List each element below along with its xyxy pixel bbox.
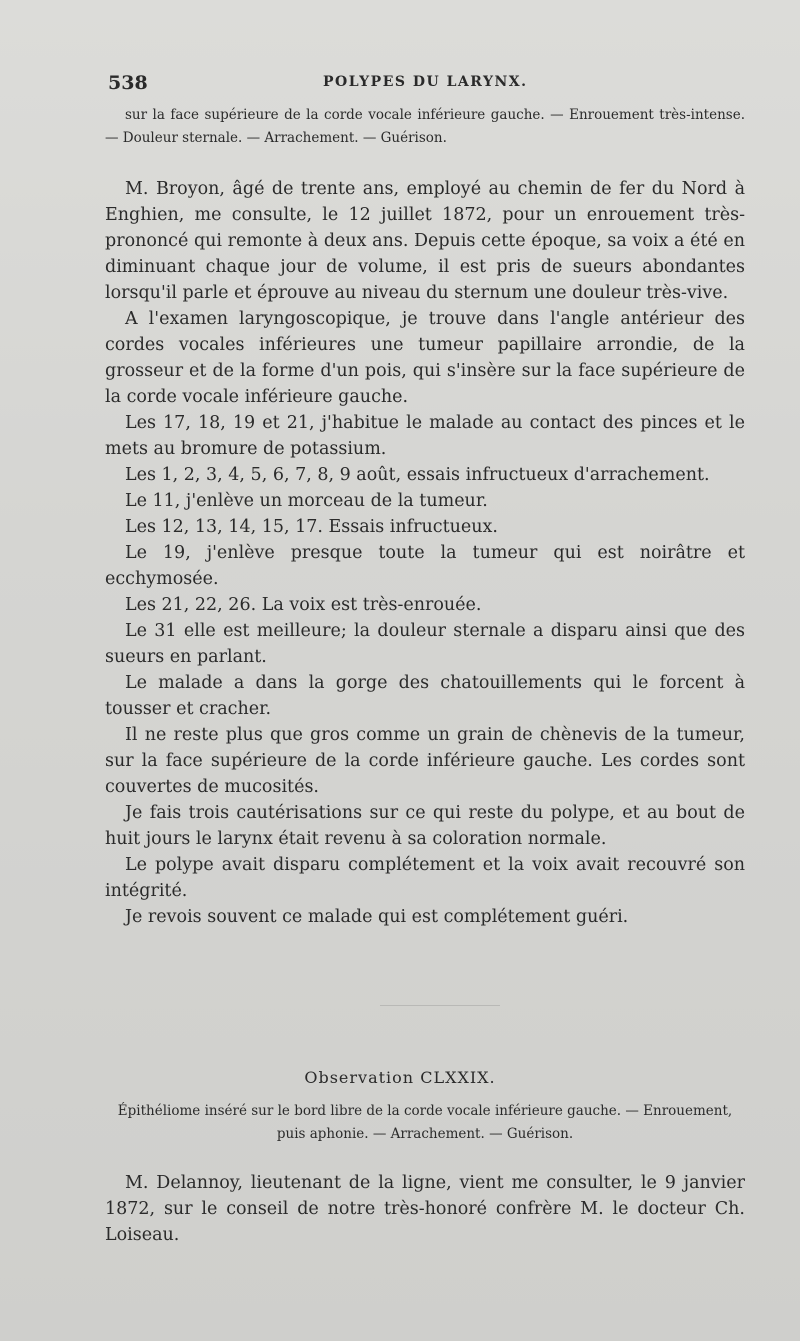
page-number: 538	[108, 72, 148, 94]
paragraph: Le 31 elle est meilleure; la douleur sternale a disparu ainsi que des sueurs en parlant.	[105, 621, 745, 667]
continued-summary-block	[105, 104, 745, 150]
running-title: POLYPES DU LARYNX.	[323, 74, 528, 90]
paragraph: Les 12, 13, 14, 15, 17. Essais infructueux.	[125, 517, 498, 537]
observation-text	[105, 1170, 745, 1248]
paragraph: Je revois souvent ce malade qui est complétement guéri.	[125, 907, 629, 927]
continued-summary: sur la face supérieure de la corde vocale inférieure gauche. — Enrouement très-intense. — Douleur sternale. — Arrachement. — Guérison.	[105, 107, 745, 146]
paragraph: M. Broyon, âgé de trente ans, employé au chemin de fer du Nord à Enghien, me consulte, le 12 juillet 1872, pour un enrouement très-prononcé qui remonte à deux ans. Depuis cette époque, sa voix a été en diminuant chaque jour de volume, il est pris de sueurs abondantes lorsqu'il parle et éprouve au niveau du sternum une douleur très-vive.	[105, 179, 745, 303]
paragraph: Je fais trois cautérisations sur ce qui reste du polype, et au bout de huit jours le larynx était revenu à sa coloration normale.	[105, 803, 745, 849]
paragraph: Le polype avait disparu complétement et la voix avait recouvré son intégrité.	[105, 855, 745, 901]
paragraph: Les 21, 22, 26. La voix est très-enrouée.	[125, 595, 482, 615]
paragraph: Le 11, j'enlève un morceau de la tumeur.	[125, 491, 488, 511]
paragraph: Il ne reste plus que gros comme un grain de chènevis de la tumeur, sur la face supérieure de la corde inférieure gauche. Les cordes sont couvertes de mucosités.	[105, 725, 745, 797]
page-header	[108, 72, 748, 102]
observation-body	[105, 176, 745, 930]
observation-summary: Épithéliome inséré sur le bord libre de la corde vocale inférieure gauche. — Enrouement, puis aphonie. — Arrachement. — Guérison.	[117, 1103, 733, 1142]
observation-summary-block	[110, 1100, 740, 1146]
paragraph: M. Delannoy, lieutenant de la ligne, vient me consulter, le 9 janvier 1872, sur le conseil de notre très-honoré confrère M. le docteur Ch. Loiseau.	[105, 1173, 745, 1245]
paragraph: Le 19, j'enlève presque toute la tumeur qui est noirâtre et ecchymosée.	[105, 543, 745, 589]
paragraph: Les 1, 2, 3, 4, 5, 6, 7, 8, 9 août, essais infructueux d'arrachement.	[125, 465, 710, 485]
observation-title: Observation CLXXIX.	[304, 1068, 496, 1087]
paragraph: Le malade a dans la gorge des chatouillements qui le forcent à tousser et cracher.	[105, 673, 745, 719]
section-divider	[380, 1005, 500, 1006]
paragraph: A l'examen laryngoscopique, je trouve dans l'angle antérieur des cordes vocales inférieures une tumeur papillaire arrondie, de la grosseur et de la forme d'un pois, qui s'insère sur la face supérieure de la corde vocale inférieure gauche.	[105, 309, 745, 407]
paragraph: Les 17, 18, 19 et 21, j'habitue le malade au contact des pinces et le mets au bromure de potassium.	[105, 413, 745, 459]
